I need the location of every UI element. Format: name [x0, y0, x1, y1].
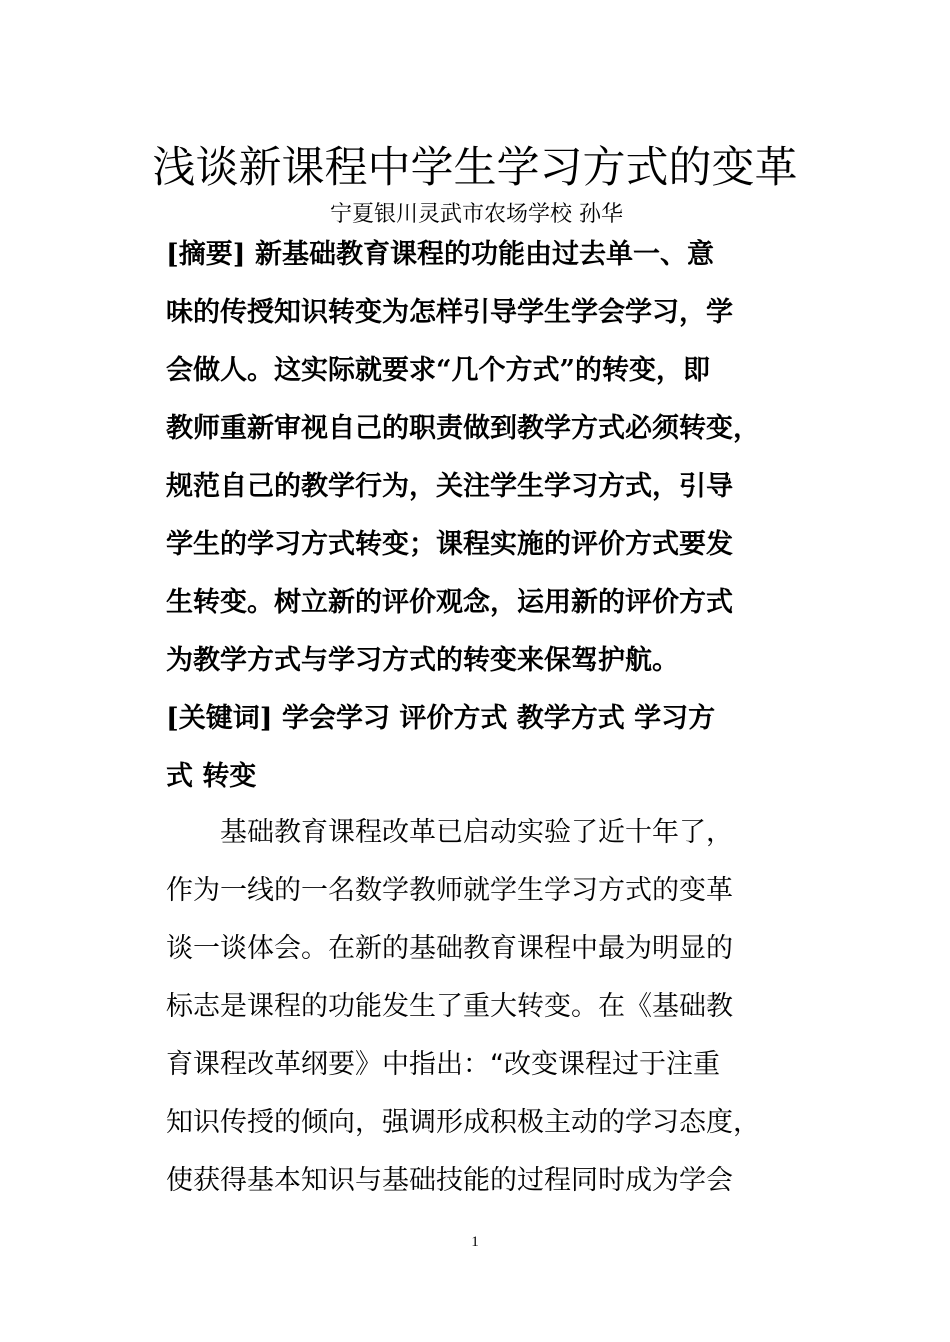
abstract-line: 教师重新审视自己的职责做到教学方式必须转变， [166, 413, 760, 444]
abstract-line: 规范自己的教学行为，关注学生学习方式，引导 [166, 471, 733, 502]
keywords-section [166, 690, 790, 806]
author-line: 宁夏银川灵武市农场学校 孙华 [330, 202, 623, 227]
body-line: 谈一谈体会。在新的基础教育课程中最为明显的 [166, 933, 733, 964]
body-line: 标志是课程的功能发生了重大转变。在《基础教 [166, 991, 733, 1022]
body-line: 作为一线的一名数学教师就学生学习方式的变革 [166, 875, 733, 906]
keywords-line: 式 转变 [166, 761, 257, 792]
body-paragraph [166, 804, 790, 1210]
body-line: 使获得基本知识与基础技能的过程同时成为学会 [166, 1165, 733, 1196]
abstract-line: 学生的学习方式转变；课程实施的评价方式要发 [166, 529, 733, 560]
page-number: 1 [471, 1234, 479, 1250]
body-line: 知识传授的倾向，强调形成积极主动的学习态度， [166, 1107, 760, 1138]
abstract-line: 为教学方式与学习方式的转变来保驾护航。 [166, 645, 679, 676]
body-line: 育课程改革纲要》中指出：“改变课程过于注重 [166, 1049, 720, 1080]
abstract-line: [摘要] 新基础教育课程的功能由过去单一、意 [166, 239, 714, 270]
body-line: 基础教育课程改革已启动实验了近十年了， [166, 817, 733, 848]
document-title: 浅谈新课程中学生学习方式的变革 [152, 143, 798, 193]
abstract-section [166, 226, 790, 690]
abstract-line: 生转变。树立新的评价观念，运用新的评价方式 [166, 587, 733, 618]
keywords-line: [关键词] 学会学习 评价方式 教学方式 学习方 [166, 703, 716, 734]
abstract-line: 会做人。这实际就要求“几个方式”的转变，即 [166, 355, 711, 386]
abstract-line: 味的传授知识转变为怎样引导学生学会学习，学 [166, 297, 733, 328]
